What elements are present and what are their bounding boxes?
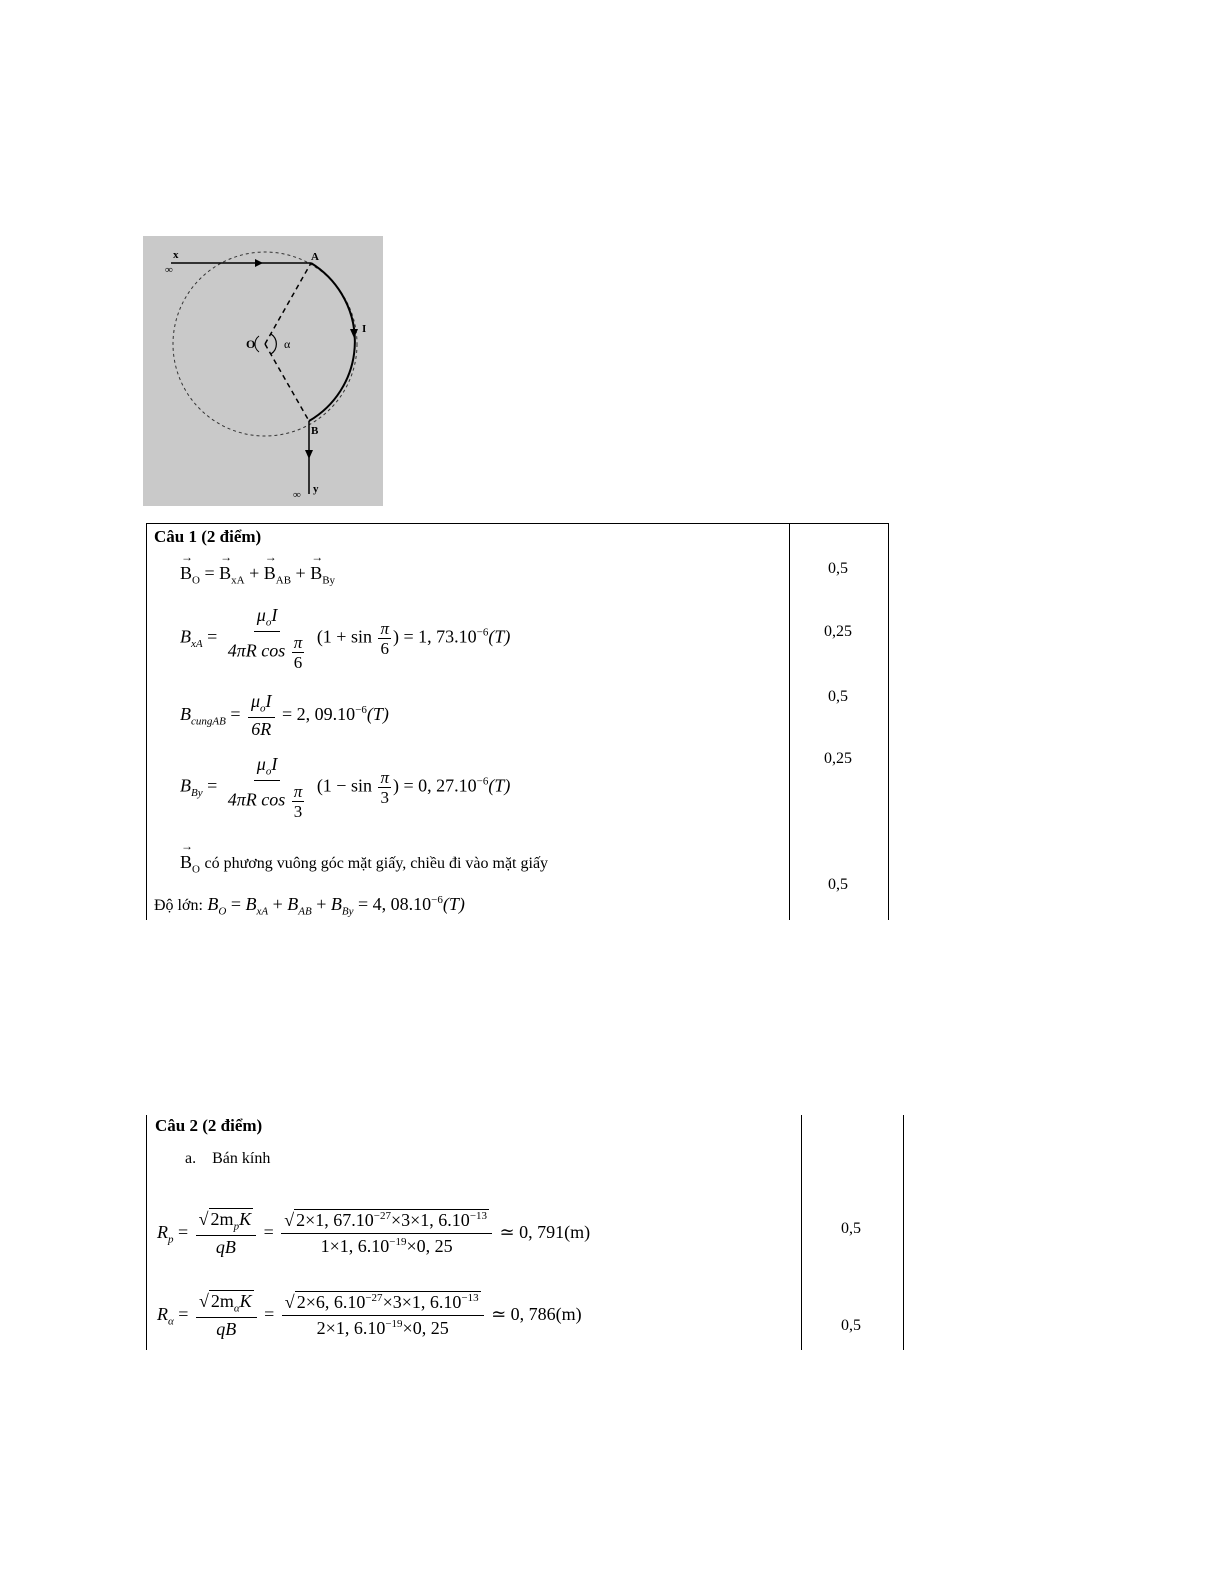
q1-eq4-three2: 3 [380,787,389,807]
q1-eq2-exp: −6 [476,626,489,639]
q1-eq4-num-sub: o [265,765,272,778]
radius-ob [265,344,309,421]
q2-ra-den2-exp: −19 [385,1318,403,1331]
q2-ra-frac1: $\frac{√ 2m_\alpha K}{qB}$ [196,1292,257,1339]
q1-eq1-t1: → B [219,563,231,584]
q2-ra-result: ≃ 0, 786(m) [491,1303,582,1324]
q1-direction-line [180,852,548,876]
q2-rp-num2-tail: ×3×1, 6.10 [391,1210,470,1231]
q1-eq2-frac [225,606,310,671]
q2-ra-num2-tail-exp: −13 [461,1292,479,1305]
label-inf-start: ∞ [165,264,173,276]
q1-eq4-pi: π [293,781,303,801]
label-b: B [311,425,319,437]
q1-eq1-t1-sub: xA [231,574,245,587]
q1-eq2-num-i: I [271,605,278,625]
q2-ra-den2: 2×1, 6.10 [316,1318,386,1339]
q1-eq2-paren-open: (1 + sin [316,626,372,647]
q2-rp-sqrt-k: K [239,1209,252,1229]
q1-mag-unit: (T) [442,894,465,914]
q1-eq2-pi2: π [380,618,389,638]
q2-ra-den: qB [216,1318,237,1339]
arrow-xa [255,259,263,267]
label-x: x [173,249,179,261]
q1-mag-exp: −6 [431,894,443,906]
q2-part-a-marker: a. [185,1150,197,1167]
q1-eq3-den: 6R [251,718,272,739]
q2-part-a-text: Bán kính [212,1150,271,1167]
q1-eq3-rhs: = 2, 09.10 [282,703,356,724]
q1-eq2-num: μ [256,605,266,625]
q1-mag-bo: B [207,894,219,914]
q1-eq4-paren-close: ) = 0, 27.10 [393,775,477,796]
q2-ra-sqrt-sub: α [233,1302,240,1315]
q1-eq2-lhs: B [180,626,191,647]
q1-mag-b2: B [287,894,299,914]
q2-eq-ralpha: $R_\alpha$ = $\frac{√ 2m_\alpha K}{qB}$ = $\frac{√ 2\times 6, 6.10^{-27}\times 3\times 1, 6.10^{-13}}{2\times 1, 6.10^{-19}\times 0, 25}$ ≃ 0, 786(m) [157,1291,582,1339]
q1-mag-b2-sub: AB [298,905,312,918]
q1-eq-bby: $B_{By}$ = $\mu_oI$ 4πR cos $\frac{\pi}{3}$ (1 − sin $\frac{\pi}{3}$ ) = 0, $27.10^{-6}(T)$ [180,754,511,821]
label-alpha: α [284,337,291,351]
q2-col-divider [801,1115,802,1350]
q1-eq2-lhs-sub: xA [191,638,203,651]
q1-eq4-num-i: I [271,754,278,774]
q1-mag-bo-sub: O [218,905,227,918]
arc-ab [309,263,355,421]
q1-eq4-three: 3 [293,801,303,821]
q1-score-4: 0,25 [824,750,852,767]
q1-eq4-lhs-sub: By [191,787,203,800]
label-o: O [246,337,256,351]
q1-col-divider [789,523,790,920]
q2-ra-num2-tail: ×3×1, 6.10 [382,1292,462,1313]
radius-oa [265,263,311,344]
q1-eq1-t2: → B [264,563,276,584]
q2-score-1: 0,5 [841,1220,861,1237]
q2-rp-sqrt: 2m [210,1209,234,1229]
q1-eq3-lhs: B [180,703,191,724]
q1-score-3: 0,5 [828,688,848,705]
q1-eq2-six2: 6 [380,638,389,658]
q2-rp-den: qB [215,1236,236,1257]
q1-eq-barc: $B_{cungAB}$ = $\frac{\mu_oI}{6R}$ = 2, $09.10^{-6}(T)$ [180,691,389,739]
q1-eq3-num-i: I [265,691,272,711]
q2-ra-num2-exp: −27 [365,1292,383,1305]
q2-ra-lhs-sub: α [168,1315,174,1328]
q1-eq3-exp: −6 [355,703,367,716]
q2-rp-den2-exp: −19 [389,1236,407,1249]
q1-eq3-lhs-sub: cungAB [191,715,226,728]
angle-arc [271,334,276,354]
q1-eq2-six: 6 [293,652,303,672]
q1-eq2-pi: π [293,632,303,652]
q1-mag-b3: B [330,894,342,914]
q2-part-a [185,1150,270,1168]
q2-rp-result: ≃ 0, 791(m) [499,1221,591,1242]
q1-eq2-num-sub: o [265,616,272,629]
q2-ra-den2-tail: ×0, 25 [402,1318,449,1339]
q2-rp-frac1: $\frac{√ 2m_pK}{qB}$ [196,1210,256,1257]
q1-eq4-den: 4πR cos [227,789,286,810]
q1-eq-vector-sum: → $B_O$ = → $B_{xA}$ + → $B_{AB}$ + → $B_{By}$ [180,563,335,587]
q1-eq3-frac [248,692,275,739]
q2-ra-sqrt: 2m [210,1291,234,1311]
q1-right-border [888,523,889,920]
q1-eq1-lhs-sub: O [192,574,200,587]
q2-rp-lhs-sub: p [168,1233,174,1246]
q2-ra-frac2: $\frac{√ 2\times 6, 6.10^{-27}\times 3\times 1, 6.10^{-13}}{2\times 1, 6.10^{-19}\times 0, 25}$ [282,1292,484,1339]
q2-right-border [903,1115,904,1350]
q1-eq3-unit: (T) [366,703,389,724]
q1-score-2: 0,25 [824,623,852,640]
q1-score-1: 0,5 [828,560,848,577]
q2-heading: Câu 2 (2 điểm) [155,1116,263,1135]
q1-eq4-exp: −6 [476,775,489,788]
q2-rp-lhs: R [157,1221,168,1242]
q2-rp-den2: 1×1, 6.10 [320,1236,390,1257]
q1-score-5: 0,5 [828,876,848,893]
label-y: y [313,483,319,495]
label-a: A [311,251,319,263]
q2-ra-lhs: R [157,1303,168,1324]
q1-heading: Câu 1 (2 điểm) [154,527,262,546]
q1-direction-text: có phương vuông góc mặt giấy, chiều đi vào mặt giấy [204,855,549,872]
q1-eq4-pi2: π [380,767,389,787]
q2-ra-sqrt-k: K [239,1291,252,1311]
q1-eq1-lhs: → B [180,563,192,584]
q1-mag-b3-sub: By [341,905,354,918]
label-i: I [362,323,367,335]
q1-mag-rhs: = 4, 08.10 [358,894,432,914]
q1-eq1-t3: → B [310,563,322,584]
q1-eq3-num: μ [250,691,261,711]
q1-top-border [146,523,889,524]
q1-eq4-paren-open: (1 − sin [316,775,372,796]
q1-eq4-frac [225,755,310,820]
q1-eq-bxa: $B_{xA}$ = $\mu_oI$ 4πR cos $\frac{\pi}{6}$ (1 + sin $\frac{\pi}{6}$ ) = 1, $73.10^{-6}(T)$ [180,605,511,672]
circuit-diagram [143,236,383,506]
q2-rp-frac2: $\frac{√ 2\times 1, 67.10^{-27}\times 3\times 1, 6.10^{-13}}{1\times 1, 6.10^{-19}\times 0, 25}$ [281,1210,492,1257]
arrow-by [305,450,313,459]
q1-eq4-unit: (T) [488,775,511,796]
q2-rp-den2-tail: ×0, 25 [406,1236,453,1257]
q1-magnitude-line: Độ lớn: $B_O = B_{xA} + B_{AB} + B_{By} = 4$, $08.10^{-6}(T)$ [154,894,465,918]
q1-left-border [146,523,147,920]
q2-rp-num2-tail-exp: −13 [469,1210,488,1223]
q1-magnitude-label: Độ lớn: [154,897,203,914]
q2-rp-sqrt-sub: p [233,1220,240,1233]
q2-rp-num2-exp: −27 [373,1210,391,1223]
q1-eq3-num-sub: o [260,702,266,715]
q1-mag-b1: B [245,894,257,914]
q1-eq1-t2-sub: AB [275,574,292,587]
q2-rp-num2: 2×1, 67.10 [296,1210,374,1231]
circuit-figure [143,236,383,506]
q1-eq2-den: 4πR cos [227,640,286,661]
label-inf-end: ∞ [293,489,301,501]
q1-eq4-lhs: B [180,775,191,796]
q2-score-2: 0,5 [841,1317,861,1334]
q2-ra-num2: 2×6, 6.10 [296,1292,366,1313]
q2-eq-rp: $R_p$ = $\frac{√ 2m_pK}{qB}$ = $\frac{√ 2\times 1, 67.10^{-27}\times 3\times 1, 6.10^{-13}}{1\times 1, 6.10^{-19}\times 0, 25}$ ≃ 0, 791(m) [157,1209,591,1257]
q1-mag-b1-sub: xA [256,905,269,918]
angle-arc-left [255,336,259,352]
q1-eq4-num: μ [256,754,266,774]
q1-eq2-paren-close: ) = 1, 73.10 [393,626,477,647]
q1-direction-vec: → B [180,852,192,873]
q2-left-border [146,1115,147,1350]
q1-eq1-t3-sub: By [322,574,336,587]
q1-eq2-unit: (T) [488,626,511,647]
q1-direction-vec-sub: O [192,863,200,876]
